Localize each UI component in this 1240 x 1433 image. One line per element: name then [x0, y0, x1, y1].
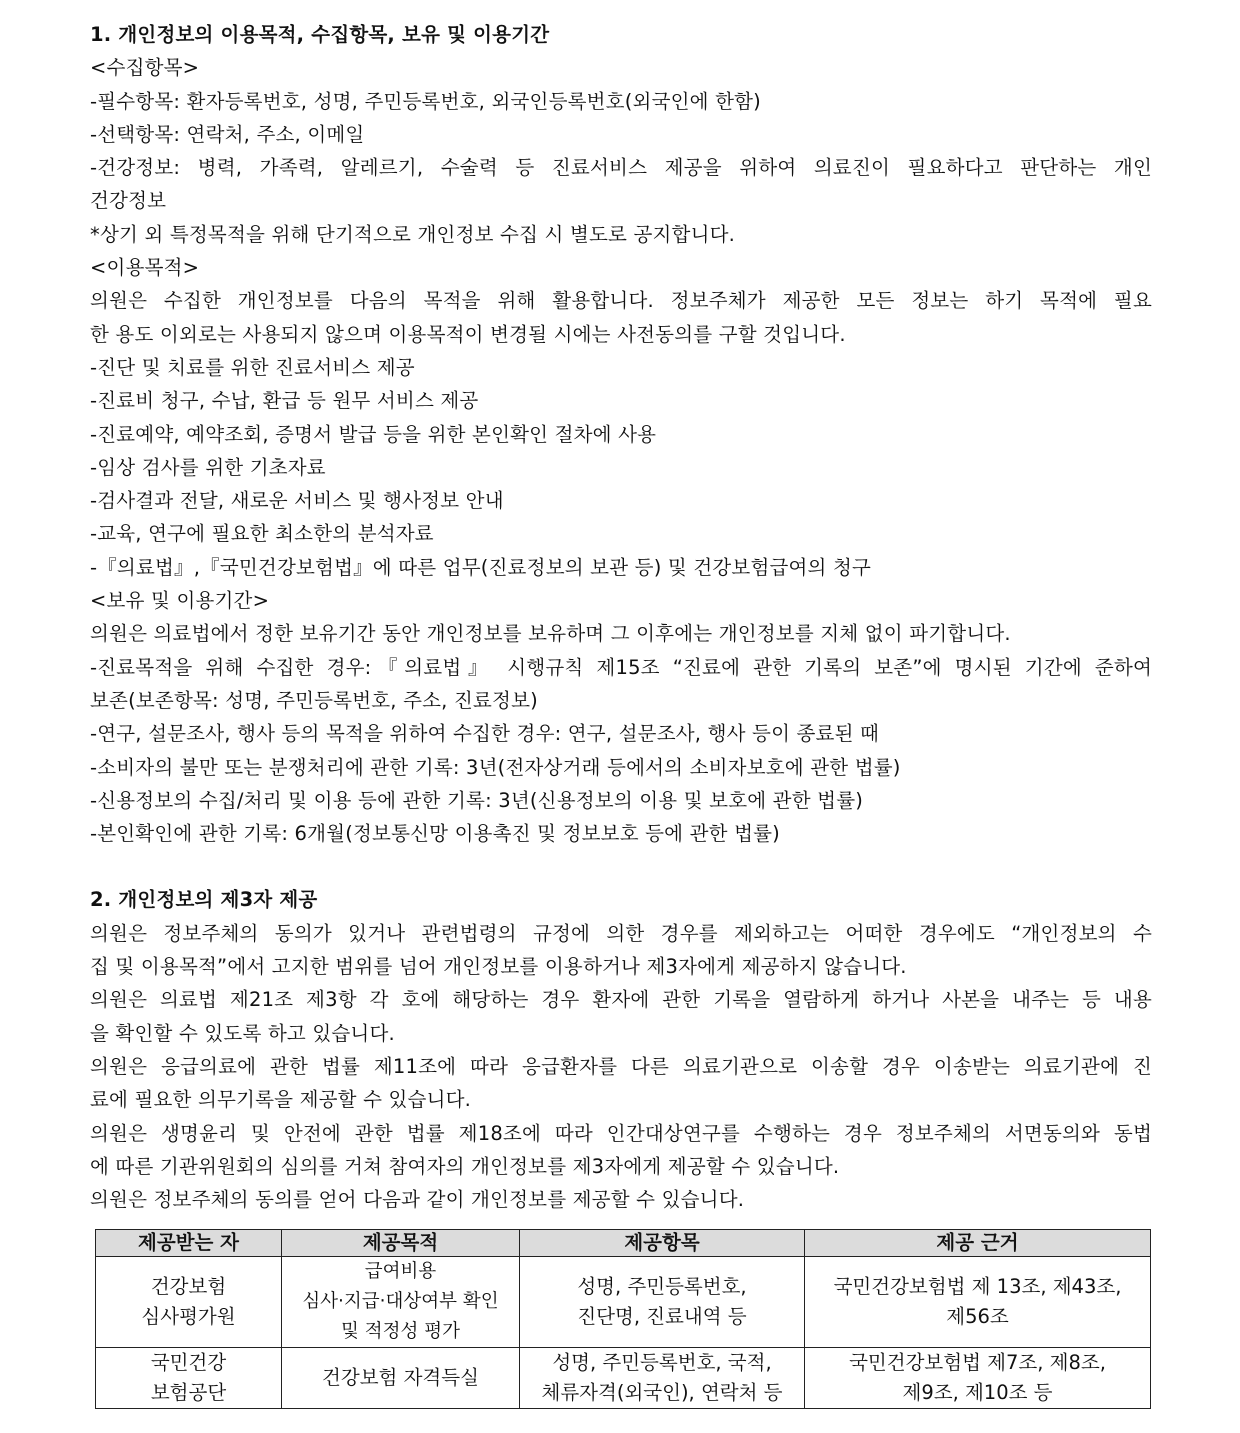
table-row [96, 1348, 1151, 1409]
usage-intro-line-2: 한 용도 이외로는 사용되지 않으며 이용목적이 변경될 시에는 사전동의를 구할 것입니다. [90, 322, 846, 346]
purpose-cell [282, 1257, 520, 1348]
retention-item: -신용정보의 수집/처리 및 이용 등에 관한 기록: 3년(신용정보의 이용 및 보호에 관한 법률) [90, 788, 864, 812]
optional-items: -선택항목: 연락처, 주소, 이메일 [90, 122, 365, 146]
usage-purpose-heading: <이용목적> [90, 256, 200, 280]
required-items: -필수항목: 환자등록번호, 성명, 주민등록번호, 외국인등록번호(외국인에 한함) [90, 89, 761, 113]
cell-text: 건강보험 자격득실 [322, 1366, 479, 1389]
purpose-item: -진료비 청구, 수납, 환급 등 원무 서비스 제공 [90, 389, 479, 413]
notice-note: *상기 외 특정목적을 위해 단기적으로 개인정보 수집 시 별도로 공지합니다. [90, 222, 736, 246]
cell-text: 진단명, 진료내역 등 [577, 1305, 747, 1328]
retention-item-line-1: -진료목적을 위해 수집한 경우:『의료법』 시행규칙 제15조 “진료에 관한 기록의 보존”에 명시된 기간에 준하여 [90, 655, 1152, 679]
cell-text: 성명, 주민등록번호, 국적, [552, 1351, 772, 1374]
column-header-purpose: 제공목적 [282, 1230, 520, 1257]
cell-text: 국민건강보험법 제 13조, 제43조, [833, 1275, 1122, 1298]
purpose-item: -임상 검사를 위한 기초자료 [90, 455, 326, 479]
purpose-item: -진단 및 치료를 위한 진료서비스 제공 [90, 355, 415, 379]
section-2-title: 2. 개인정보의 제3자 제공 [90, 888, 318, 912]
third-party-para-1-line-1: 의원은 정보주체의 동의가 있거나 관련법령의 규정에 의한 경우를 제외하고는 어떠한 경우에도 “개인정보의 수 [90, 921, 1152, 945]
basis-cell [805, 1348, 1151, 1409]
items-cell [520, 1348, 805, 1409]
column-header-items: 제공항목 [520, 1230, 805, 1257]
column-header-recipient: 제공받는 자 [96, 1230, 282, 1257]
purpose-item: -검사결과 전달, 새로운 서비스 및 행사정보 안내 [90, 489, 504, 513]
cell-text: 제56조 [946, 1305, 1009, 1328]
third-party-para-1-line-2: 집 및 이용목적”에서 고지한 범위를 넘어 개인정보를 이용하거나 제3자에게 제공하지 않습니다. [90, 955, 907, 979]
health-info-line-2: 건강정보 [90, 189, 167, 213]
cell-text: 급여비용 [364, 1261, 437, 1282]
cell-text: 성명, 주민등록번호, [577, 1275, 747, 1298]
cell-text: 보험공단 [150, 1381, 227, 1404]
purpose-item: -『의료법』,『국민건강보험법』에 따른 업무(진료정보의 보관 등) 및 건강보험급여의 청구 [90, 555, 872, 579]
cell-text: 및 적정성 평가 [341, 1321, 460, 1342]
third-party-para-3-line-1: 의원은 응급의료에 관한 법률 제11조에 따라 응급환자를 다른 의료기관으로 이송할 경우 이송받는 의료기관에 진 [90, 1054, 1152, 1078]
basis-cell [805, 1257, 1151, 1348]
third-party-para-3-line-2: 료에 필요한 의무기록을 제공할 수 있습니다. [90, 1088, 472, 1112]
purpose-cell [282, 1348, 520, 1409]
usage-intro-line-1: 의원은 수집한 개인정보를 다음의 목적을 위해 활용합니다. 정보주체가 제공한 모든 정보는 하기 목적에 필요 [90, 289, 1152, 313]
cell-text: 심사평가원 [141, 1305, 236, 1328]
third-party-para-4-line-2: 에 따른 기관위원회의 심의를 거쳐 참여자의 개인정보를 제3자에게 제공할 수 있습니다. [90, 1154, 840, 1178]
column-header-basis: 제공 근거 [805, 1230, 1151, 1257]
third-party-para-4-line-1: 의원은 생명윤리 및 안전에 관한 법률 제18조에 따라 인간대상연구를 수행하는 경우 정보주체의 서면동의와 동법 [90, 1121, 1152, 1145]
third-party-para-2-line-1: 의원은 의료법 제21조 제3항 각 호에 해당하는 경우 환자에 관한 기록을 열람하게 하거나 사본을 내주는 등 내용 [90, 988, 1152, 1012]
cell-text: 국민건강보험법 제7조, 제8조, [849, 1351, 1106, 1374]
retention-item: -본인확인에 관한 기록: 6개월(정보통신망 이용촉진 및 정보보호 등에 관한 법률) [90, 822, 780, 846]
table-row [96, 1257, 1151, 1348]
retention-item-line-2: 보존(보존항목: 성명, 주민등록번호, 주소, 진료정보) [90, 688, 538, 712]
recipient-cell [96, 1348, 282, 1409]
retention-intro: 의원은 의료법에서 정한 보유기간 동안 개인정보를 보유하며 그 이후에는 개인정보를 지체 없이 파기합니다. [90, 622, 1011, 646]
items-cell [520, 1257, 805, 1348]
retention-item: -소비자의 불만 또는 분쟁처리에 관한 기록: 3년(전자상거래 등에서의 소비자보호에 관한 법률) [90, 755, 901, 779]
purpose-item: -교육, 연구에 필요한 최소한의 분석자료 [90, 522, 434, 546]
health-info-line-1: -건강정보: 병력, 가족력, 알레르기, 수술력 등 진료서비스 제공을 위하여 의료진이 필요하다고 판단하는 개인 [90, 156, 1152, 180]
collect-items-heading: <수집항목> [90, 56, 200, 80]
cell-text: 체류자격(외국인), 연락처 등 [541, 1381, 783, 1404]
cell-text: 심사·지급·대상여부 확인 [302, 1291, 499, 1312]
section-1-title: 1. 개인정보의 이용목적, 수집항목, 보유 및 이용기간 [90, 23, 550, 46]
cell-text: 건강보험 [150, 1275, 227, 1298]
cell-text: 제9조, 제10조 등 [902, 1381, 1053, 1404]
retention-heading: <보유 및 이용기간> [90, 589, 270, 613]
retention-item: -연구, 설문조사, 행사 등의 목적을 위하여 수집한 경우: 연구, 설문조사, 행사 등이 종료된 때 [90, 722, 880, 746]
third-party-para-5: 의원은 정보주체의 동의를 얻어 다음과 같이 개인정보를 제공할 수 있습니다. [90, 1188, 745, 1212]
purpose-item: -진료예약, 예약조회, 증명서 발급 등을 위한 본인확인 절차에 사용 [90, 422, 657, 446]
recipient-cell [96, 1257, 282, 1348]
third-party-provision-table [95, 1229, 1151, 1409]
third-party-para-2-line-2: 을 확인할 수 있도록 하고 있습니다. [90, 1021, 395, 1045]
table-header-row [96, 1230, 1151, 1257]
document-body [90, 18, 1152, 1216]
cell-text: 국민건강 [150, 1351, 227, 1374]
